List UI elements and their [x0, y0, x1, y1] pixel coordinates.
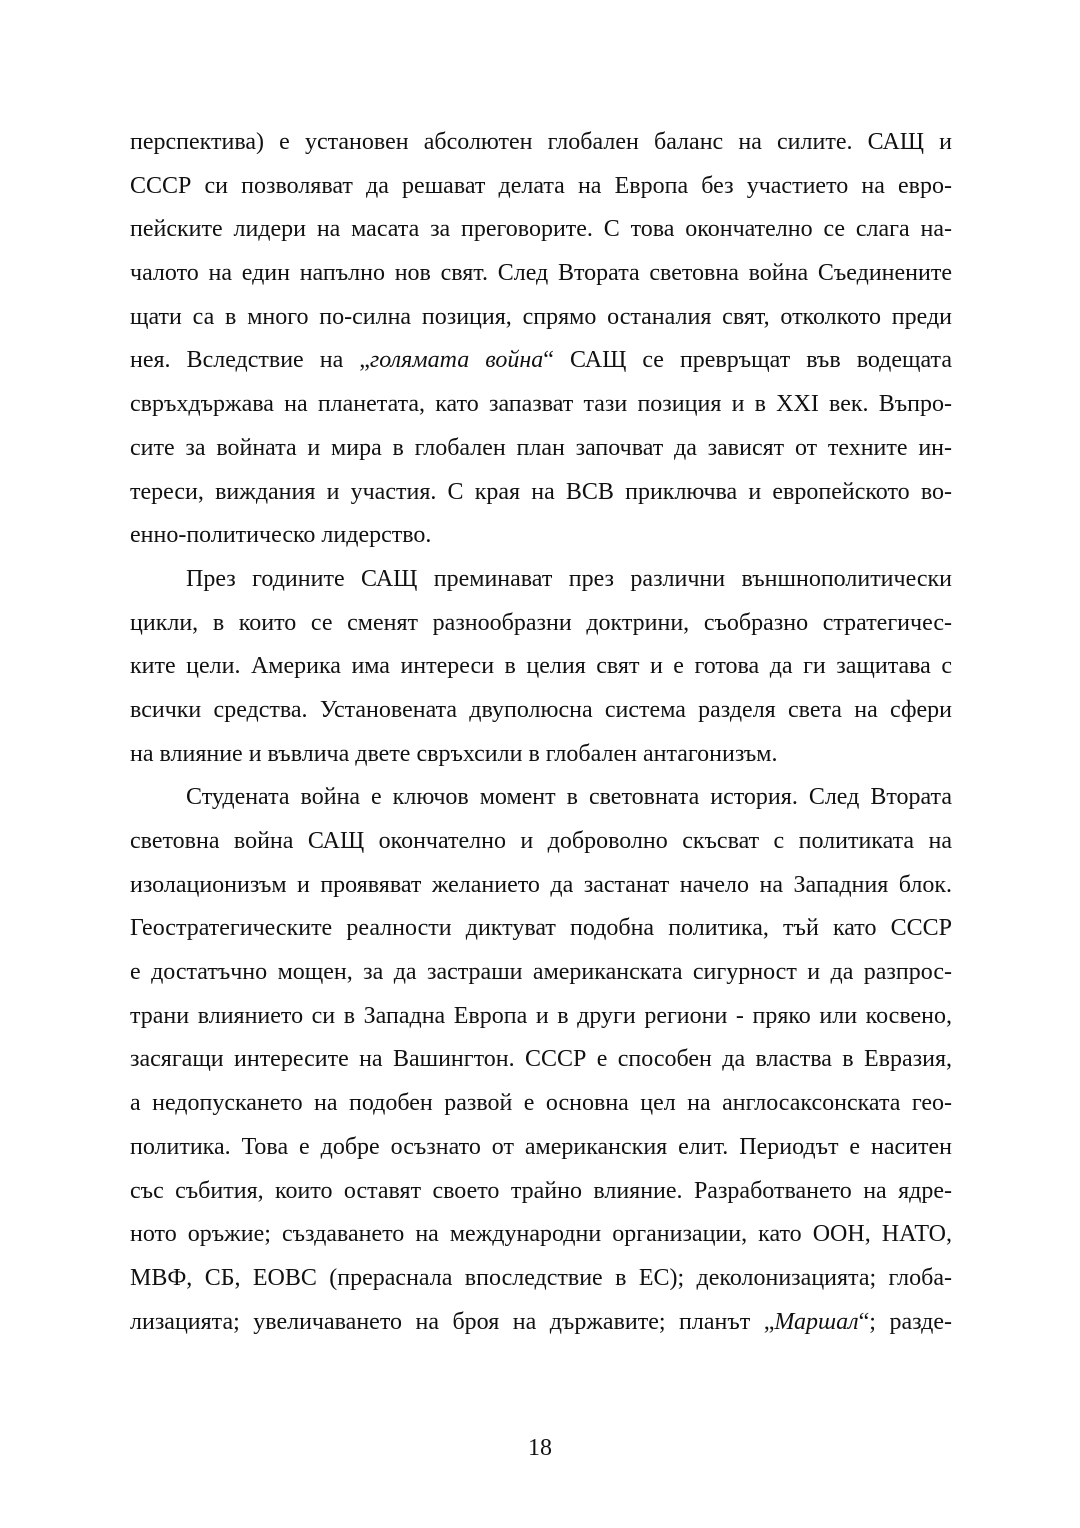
text-segment: “; разде- [858, 1308, 952, 1335]
paragraph-3 [130, 776, 952, 1344]
text-line: сите за войната и мира в глобален план започват да зависят от техните ин- [130, 434, 952, 461]
text-line: на влияние и въвлича двете свръхсили в глобален антагонизъм. [130, 740, 778, 767]
italic-phrase: голямата война [369, 347, 544, 374]
page-number: 18 [528, 1435, 552, 1461]
text-line: ното оръжие; създаването на международни организации, като ООН, НАТО, [130, 1221, 952, 1248]
text-line: МВФ, СБ, ЕОВС (прераснала впоследствие в ЕС); деколонизацията; глоба- [130, 1264, 952, 1291]
text-line: пейските лидери на масата за преговорите. С това окончателно се слага на- [130, 216, 952, 243]
text-line: щати са в много по-силна позиция, спрямо останалия свят, отколкото преди [130, 303, 952, 330]
text-line: със събития, които оставят своето трайно влияние. Разработването на ядре- [130, 1177, 952, 1204]
text-line: всички средства. Установената двуполюсна система разделя света на сфери [130, 696, 952, 723]
text-line: цикли, в които се сменят разнообразни доктрини, съобразно стратегичес- [130, 609, 952, 636]
text-line: чалото на един напълно нов свят. След Втората световна война Съединените [130, 260, 952, 287]
text-line: Геостратегическите реалности диктуват подобна политика, тъй като СССР [130, 915, 952, 942]
text-segment: лизацията; увеличаването на броя на държавите; планът „ [130, 1308, 775, 1335]
text-line: световна война САЩ окончателно и доброволно скъсват с политиката на [130, 828, 952, 854]
text-line: СССР си позволяват да решават делата на Европа без участието на евро- [130, 172, 952, 199]
text-line: трани влиянието си в Западна Европа и в други региони - пряко или косвено, [130, 1002, 952, 1029]
text-line: свръхдържава на планетата, като запазват тази позиция и в XXI век. Въпро- [130, 391, 952, 418]
text-line: перспектива) е установен абсолютен глобален баланс на силите. САЩ и [130, 129, 952, 155]
text-segment: “ САЩ се превръщат във водещата [543, 347, 952, 374]
text-line: е достатъчно мощен, за да застраши американската сигурност и да разпрос- [130, 959, 952, 986]
text-line [130, 1301, 952, 1345]
body-text [130, 121, 952, 1344]
text-line: засягащи интересите на Вашингтон. СССР е способен да властва в Евразия, [130, 1046, 952, 1073]
text-line: Студената война е ключов момент в световната история. След Втората [186, 784, 952, 811]
paragraph-1 [130, 121, 952, 558]
text-line [130, 339, 952, 383]
text-line: политика. Това е добре осъзнато от американския елит. Периодът е наситен [130, 1133, 952, 1160]
italic-phrase: Маршал [774, 1308, 859, 1335]
text-line: енно-политическо лидерство. [130, 522, 432, 549]
text-line: През годините САЩ преминават през различни външнополитически [186, 565, 952, 592]
paragraph-2 [130, 558, 952, 776]
text-line: тереси, виждания и участия. С края на ВСВ приключва и европейското во- [130, 478, 952, 505]
text-line: изолационизъм и проявяват желанието да застанат начело на Западния блок. [130, 871, 952, 898]
text-segment: нея. Вследствие на „ [130, 347, 370, 374]
text-line: а недопускането на подобен развой е основна цел на англосаксонската гео- [130, 1090, 952, 1117]
text-line: ките цели. Америка има интереси в целия свят и е готова да ги защитава с [130, 653, 952, 680]
